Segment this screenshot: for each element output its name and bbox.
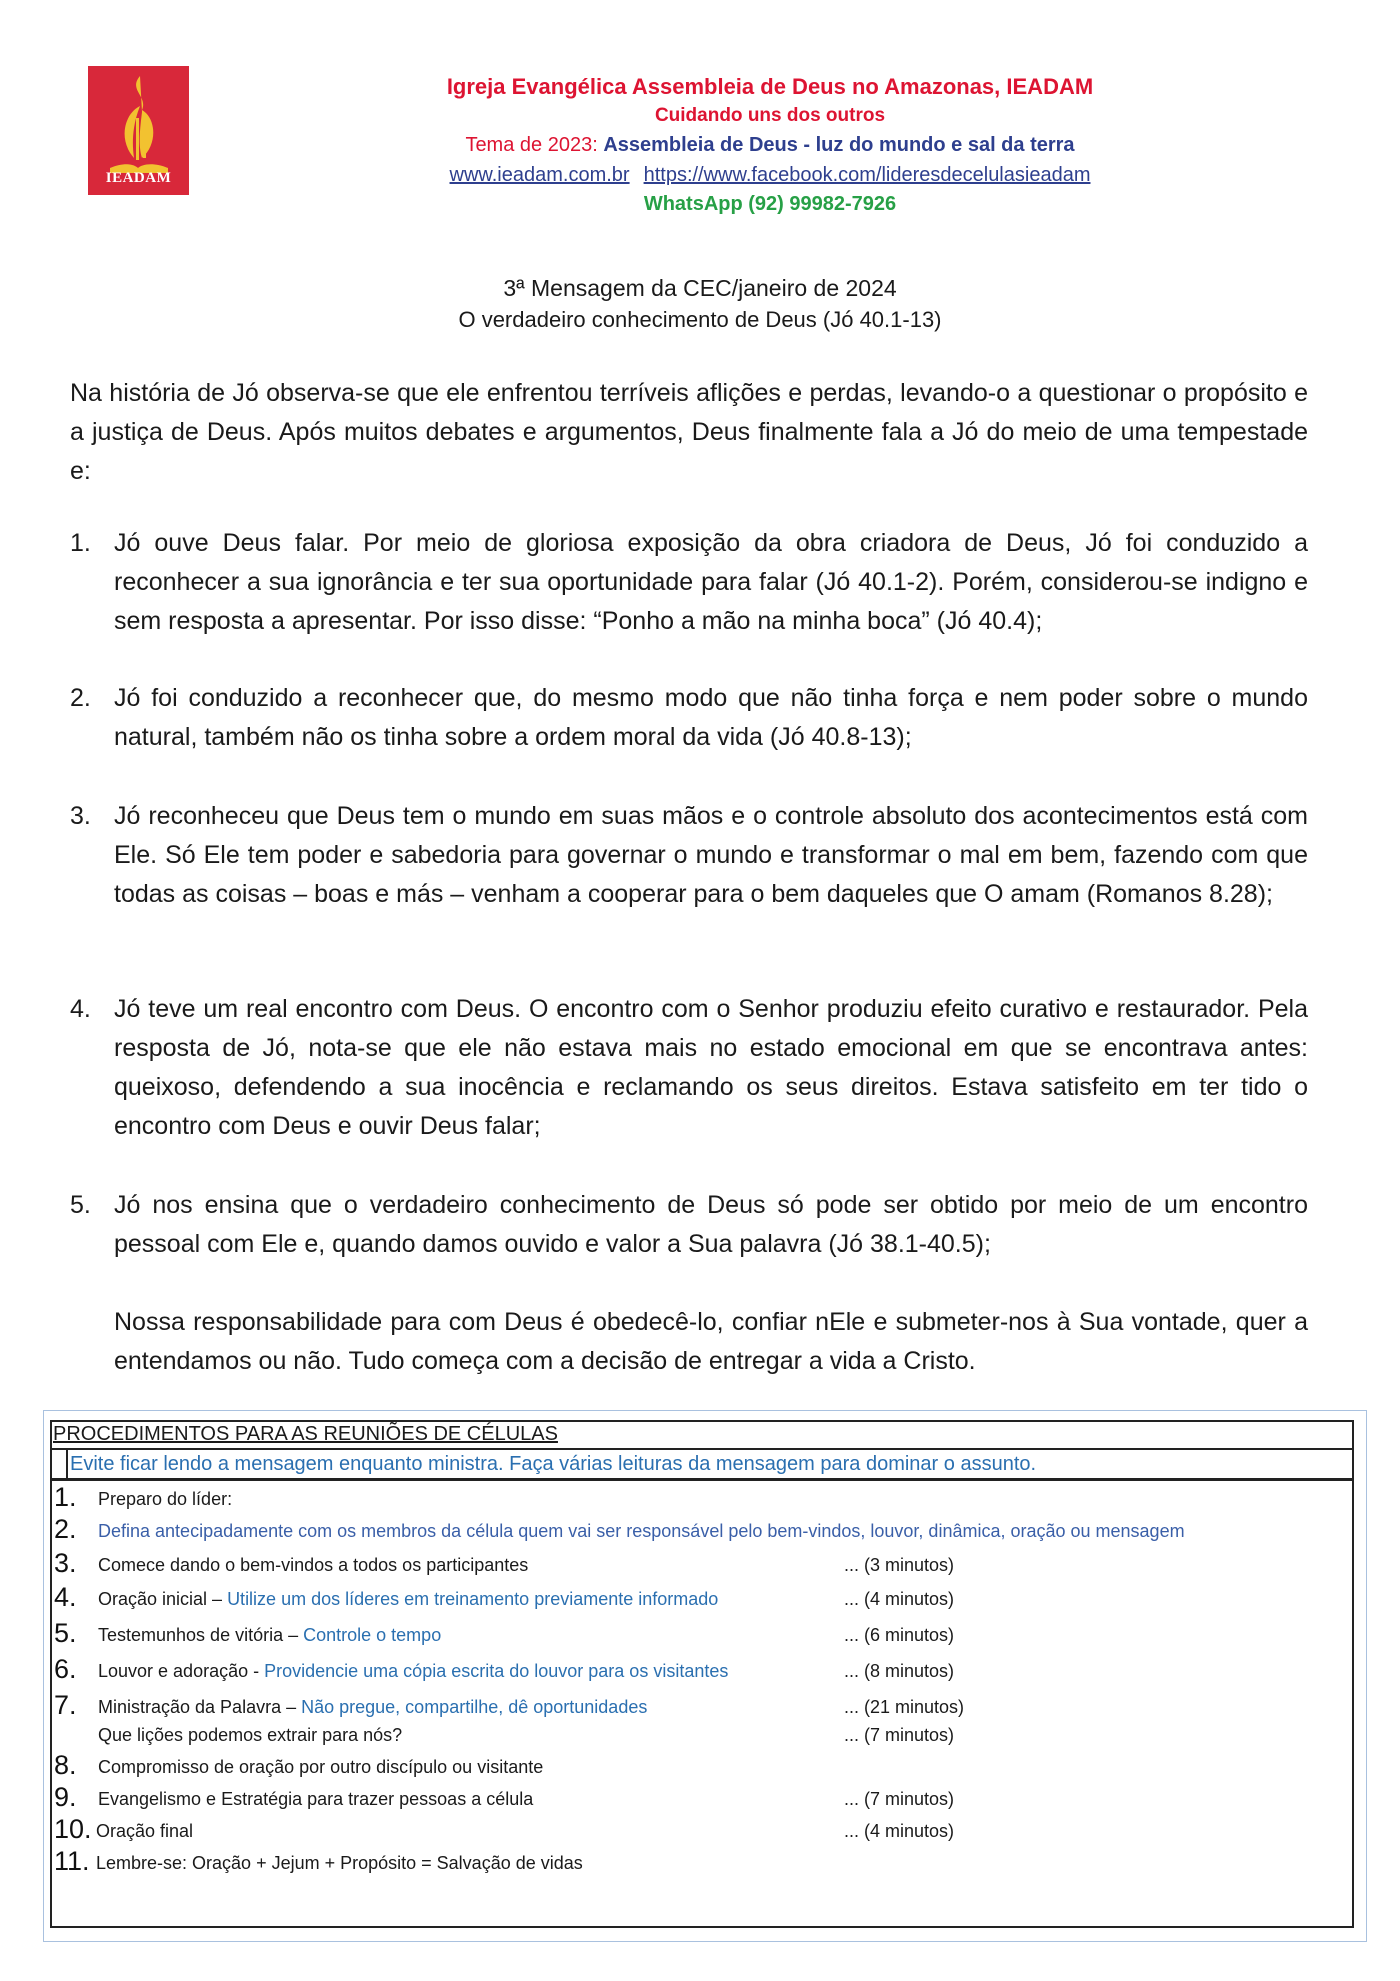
motto: Cuidando uns dos outros [654, 105, 886, 126]
intro-paragraph: Na história de Jó observa-se que ele enfrentou terríveis aflições e perdas, levando-o a questionar o propósito e a justiça de Deus. Após muitos debates e argumentos, Deus finalmente fala a Jó do meio de uma tempestade e: [70, 379, 1308, 485]
procedure-text: Evangelismo e Estratégia para trazer pessoas a célula [98, 1789, 534, 1809]
procedure-row [54, 1816, 1344, 1846]
procedure-time: ... (21 minutos) [844, 1697, 965, 1717]
procedure-hint: Utilize um dos líderes em treinamento previamente informado [227, 1589, 719, 1609]
procedure-number: 7. [54, 1690, 77, 1720]
procedure-number: 11. [54, 1846, 90, 1876]
procedure-number: 6. [54, 1654, 77, 1684]
procedures-title: PROCEDIMENTOS PARA AS REUNIÕES DE CÉLULAS [53, 1423, 558, 1445]
point-item [70, 524, 1308, 641]
procedure-text [98, 1520, 1185, 1542]
procedure-row [54, 1752, 1344, 1782]
procedure-time: ... (7 minutos) [844, 1725, 955, 1745]
point-text: Jó reconheceu que Deus tem o mundo em suas mãos e o controle absoluto dos acontecimentos está com Ele. Só Ele tem poder e sabedoria para governar o mundo e transformar o mal em bem, fazendo com que todas as coisas – boas e más – venham a cooperar para o bem daqueles que O amam (Romanos 8.28); [114, 802, 1308, 908]
message-subtitle: O verdadeiro conhecimento de Deus (Jó 40.1-13) [458, 307, 942, 332]
procedure-row [54, 1484, 1344, 1514]
point-item [70, 679, 1308, 757]
procedure-row [54, 1620, 1344, 1650]
point-number: 1. [70, 529, 91, 557]
procedure-time: ... (3 minutos) [844, 1555, 955, 1575]
procedure-time: ... (4 minutos) [844, 1821, 955, 1841]
procedure-text: Lembre-se: Oração + Jejum + Propósito = Salvação de vidas [96, 1853, 583, 1873]
procedure-text: Comece dando o bem-vindos a todos os participantes [98, 1555, 529, 1575]
theme-line [260, 130, 1280, 160]
procedure-row [54, 1784, 1344, 1814]
procedure-text: Louvor e adoração - Providencie uma cópia escrita do louvor para os visitantes [98, 1661, 729, 1681]
procedure-number: 2. [54, 1514, 77, 1544]
procedure-time: ... (6 minutos) [844, 1625, 955, 1645]
procedure-row [54, 1656, 1344, 1686]
procedure-number: 1. [54, 1482, 77, 1512]
procedure-text: Ministração da Palavra – Não pregue, compartilhe, dê oportunidades [98, 1697, 648, 1717]
procedure-number: 5. [54, 1618, 77, 1648]
point-number: 3. [70, 802, 91, 830]
church-logo [88, 66, 189, 195]
point-text: Jó teve um real encontro com Deus. O encontro com o Senhor produziu efeito curativo e restaurador. Pela resposta de Jó, nota-se que ele não estava mais no estado emocional em que se encontrava antes: queixoso, defendendo a sua inocência e reclamando os seus direitos. Estava satisfeito em ter tido o encontro com Deus e ouvir Deus falar; [114, 995, 1308, 1140]
procedure-text: Oração final [96, 1821, 194, 1841]
point-item [70, 990, 1308, 1146]
message-title-block [0, 272, 1400, 336]
procedure-text: Que lições podemos extrair para nós? [98, 1725, 403, 1745]
theme-label: Tema de 2023: [465, 134, 604, 156]
logo-text: IEADAM [105, 170, 172, 186]
divider [50, 1478, 1354, 1481]
procedure-number: 10. [54, 1814, 92, 1844]
procedure-number: 4. [54, 1582, 77, 1612]
procedure-hint: Controle o tempo [303, 1625, 442, 1645]
org-name: Igreja Evangélica Assembleia de Deus no Amazonas, IEADAM [446, 74, 1094, 99]
procedure-row [54, 1848, 1344, 1878]
closing-paragraph: Nossa responsabilidade para com Deus é obedecê-lo, confiar nEle e submeter-nos à Sua vontade, quer a entendamos ou não. Tudo começa com a decisão de entregar a vida a Cristo. [114, 1308, 1308, 1375]
message-title: 3ª Mensagem da CEC/janeiro de 2024 [503, 275, 897, 301]
procedure-text: Compromisso de oração por outro discípulo ou visitante [98, 1757, 544, 1777]
procedure-text: Testemunhos de vitória – Controle o tempo [98, 1625, 442, 1645]
procedure-hint: Providencie uma cópia escrita do louvor para os visitantes [264, 1661, 729, 1681]
whatsapp-contact: WhatsApp (92) 99982-7926 [643, 193, 897, 215]
procedure-time: ... (4 minutos) [844, 1589, 955, 1609]
procedure-row [54, 1550, 1344, 1580]
website-link[interactable]: www.ieadam.com.br [449, 164, 630, 186]
procedure-hint: Defina antecipadamente com os membros da célula quem vai ser responsável pelo bem-vindos, louvor, dinâmica, oração ou mensagem [98, 1521, 1185, 1541]
procedures-tip: Evite ficar lendo a mensagem enquanto ministra. Faça várias leituras da mensagem para dominar o assunto. [70, 1453, 1037, 1475]
procedure-row [54, 1720, 1344, 1750]
point-item [70, 797, 1308, 914]
procedure-number: 9. [54, 1782, 77, 1812]
procedure-number: 3. [54, 1548, 77, 1578]
links-line [260, 160, 1280, 190]
procedure-row [54, 1692, 1344, 1722]
procedure-row [54, 1516, 1344, 1546]
facebook-link[interactable]: https://www.facebook.com/lideresdecelulasieadam [643, 164, 1091, 186]
procedure-time: ... (7 minutos) [844, 1789, 955, 1809]
procedure-row [54, 1584, 1344, 1614]
procedure-hint: Não pregue, compartilhe, dê oportunidades [301, 1697, 648, 1717]
procedure-time: ... (8 minutos) [844, 1661, 955, 1681]
theme-value: Assembleia de Deus - luz do mundo e sal da terra [603, 134, 1075, 156]
church-header [260, 72, 1280, 219]
procedure-text: Oração inicial – Utilize um dos líderes em treinamento previamente informado [98, 1589, 719, 1609]
point-item [70, 1186, 1308, 1264]
point-text: Jó foi conduzido a reconhecer que, do mesmo modo que não tinha força e nem poder sobre o mundo natural, também não os tinha sobre a ordem moral da vida (Jó 40.8-13); [114, 684, 1308, 751]
procedure-number: 8. [54, 1750, 77, 1780]
procedure-text: Preparo do líder: [98, 1489, 233, 1509]
point-text: Jó ouve Deus falar. Por meio de gloriosa exposição da obra criadora de Deus, Jó foi conduzido a reconhecer a sua ignorância e ter sua oportunidade para falar (Jó 40.1-2). Porém, considerou-se indigno e sem resposta a apresentar. Por isso disse: “Ponho a mão na minha boca” (Jó 40.4); [114, 529, 1308, 635]
point-number: 4. [70, 995, 91, 1023]
point-number: 2. [70, 684, 91, 712]
point-number: 5. [70, 1191, 91, 1219]
point-text: Jó nos ensina que o verdadeiro conhecimento de Deus só pode ser obtido por meio de um encontro pessoal com Ele e, quando damos ouvido e valor a Sua palavra (Jó 38.1-40.5); [114, 1191, 1308, 1258]
